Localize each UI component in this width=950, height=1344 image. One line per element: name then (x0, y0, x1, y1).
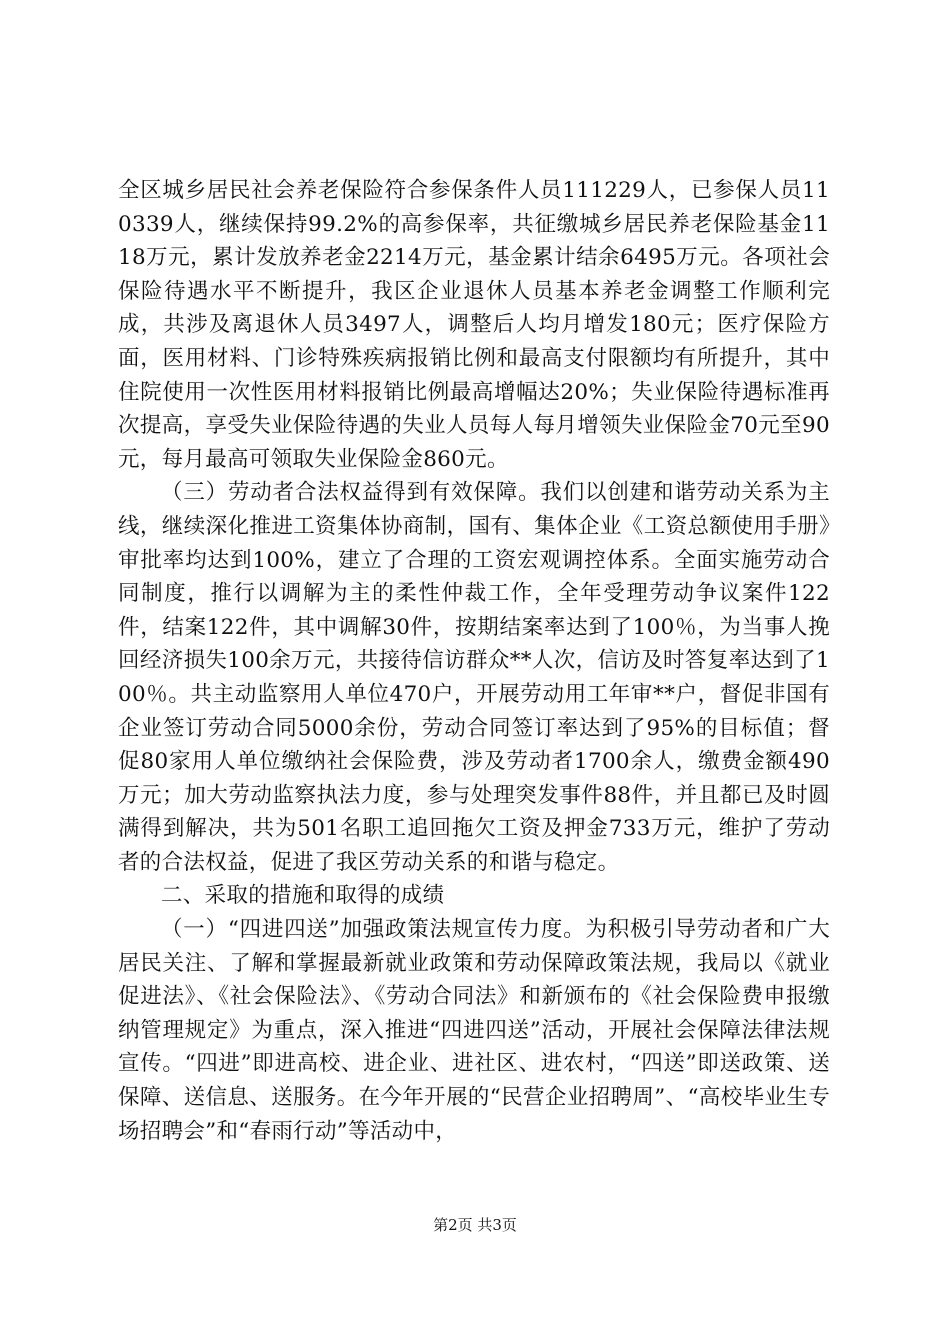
paragraph-labor-rights: （三）劳动者合法权益得到有效保障。我们以创建和谐劳动关系为主线，继续深化推进工资集体协商制，国有、集体企业《工资总额使用手册》审批率均达到100%，建立了合理的工资宏观调控体系。全面实施劳动合同制度，推行以调解为主的柔性仲裁工作，全年受理劳动争议案件122件，结案122件，其中调解30件，按期结案率达到了100％，为当事人挽回经济损失100余万元，共接待信访群众**人次，信访及时答复率达到了100％。共主动监察用人单位470户，开展劳动用工年审**户，督促非国有企业签订劳动合同5000余份，劳动合同签订率达到了95%的目标值；督促80家用人单位缴纳社会保险费，涉及劳动者1700余人，缴费金额490万元；加大劳动监察执法力度，参与处理突发事件88件，并且都已及时圆满得到解决，共为501名职工追回拖欠工资及押金733万元，维护了劳动者的合法权益，促进了我区劳动关系的和谐与稳定。 (118, 480, 830, 875)
document-body (118, 174, 830, 1148)
page-number-footer: 第2页 共3页 (433, 1216, 517, 1234)
paragraph-policy-promotion: （一）“四进四送”加强政策法规宣传力度。为积极引导劳动者和广大居民关注、了解和掌握最新就业政策和劳动保障政策法规，我局以《就业促进法》、《社会保险法》、《劳动合同法》和新颁布的《社会保险费申报缴纳管理规定》为重点，深入推进“四进四送”活动，开展社会保障法律法规宣传。“四进”即进高校、进企业、进社区、进农村，“四送”即送政策、送保障、送信息、送服务。在今年开展的“民营企业招聘周”、“高校毕业生专场招聘会”和“春雨行动”等活动中， (118, 917, 830, 1144)
paragraph-social-insurance-continued: 全区城乡居民社会养老保险符合参保条件人员111229人，已参保人员110339人，继续保持99.2%的高参保率，共征缴城乡居民养老保险基金1118万元，累计发放养老金2214万元，基金累计结余6495万元。各项社会保险待遇水平不断提升，我区企业退休人员基本养老金调整工作顺利完成，共涉及离退休人员3497人，调整后人均月增发180元；医疗保险方面，医用材料、门诊特殊疾病报销比例和最高支付限额均有所提升，其中住院使用一次性医用材料报销比例最高增幅达20%；失业保险待遇标准再次提高，享受失业保险待遇的失业人员每人每月增领失业保险金70元至90元，每月最高可领取失业保险金860元。 (118, 178, 830, 472)
section-heading-measures: 二、采取的措施和取得的成绩 (161, 883, 445, 909)
